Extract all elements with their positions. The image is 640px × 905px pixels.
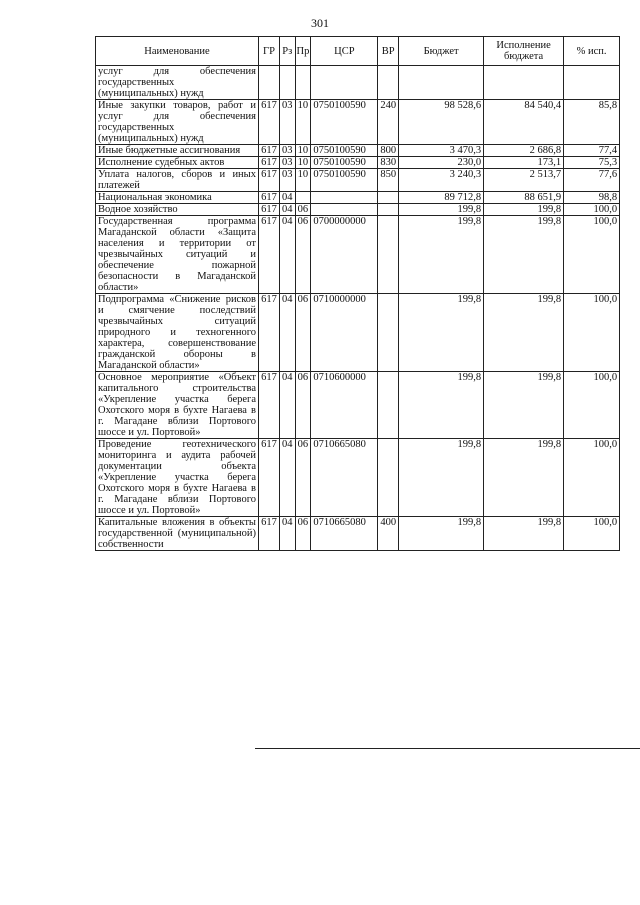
row-csr: 0710600000 <box>311 372 378 439</box>
row-pct: 100,0 <box>564 294 620 372</box>
row-name: Иные бюджетные ассигнования <box>96 145 259 157</box>
row-rz: 03 <box>280 169 296 192</box>
row-gr: 617 <box>259 372 280 439</box>
row-pct: 100,0 <box>564 439 620 517</box>
table-row <box>96 372 620 439</box>
row-pr: 06 <box>295 294 311 372</box>
row-pr: 06 <box>295 372 311 439</box>
row-rz: 04 <box>280 216 296 294</box>
row-name: Национальная экономика <box>96 192 259 204</box>
row-pr: 06 <box>295 439 311 517</box>
row-vr <box>378 204 399 216</box>
row-vr <box>378 216 399 294</box>
row-pr <box>295 66 311 100</box>
row-budget: 3 240,3 <box>399 169 484 192</box>
row-vr: 800 <box>378 145 399 157</box>
row-budget: 3 470,3 <box>399 145 484 157</box>
header-pct: % исп. <box>564 37 620 66</box>
table-body <box>96 66 620 551</box>
row-budget: 89 712,8 <box>399 192 484 204</box>
row-gr: 617 <box>259 100 280 145</box>
header-name: Наименование <box>96 37 259 66</box>
row-name: Государственная программа Магаданской области «Защита населения и территории от чрезвычайных ситуаций и обеспечение пожарной безопасности в Магаданской области» <box>96 216 259 294</box>
row-pct: 85,8 <box>564 100 620 145</box>
row-vr: 850 <box>378 169 399 192</box>
budget-table <box>95 36 620 551</box>
row-execution: 84 540,4 <box>484 100 564 145</box>
row-pr: 06 <box>295 216 311 294</box>
row-name: Водное хозяйство <box>96 204 259 216</box>
row-name: Исполнение судебных актов <box>96 157 259 169</box>
row-rz: 03 <box>280 100 296 145</box>
row-pr: 06 <box>295 204 311 216</box>
row-pr: 10 <box>295 145 311 157</box>
table-row <box>96 439 620 517</box>
table-row <box>96 66 620 100</box>
row-gr: 617 <box>259 169 280 192</box>
row-budget: 199,8 <box>399 294 484 372</box>
row-csr: 0750100590 <box>311 145 378 157</box>
row-csr: 0710665080 <box>311 439 378 517</box>
row-gr: 617 <box>259 439 280 517</box>
row-execution: 2 513,7 <box>484 169 564 192</box>
row-pct: 75,3 <box>564 157 620 169</box>
row-pct: 100,0 <box>564 372 620 439</box>
row-gr: 617 <box>259 517 280 551</box>
table-row <box>96 204 620 216</box>
row-csr: 0750100590 <box>311 157 378 169</box>
row-pct: 100,0 <box>564 216 620 294</box>
row-execution: 2 686,8 <box>484 145 564 157</box>
header-vr: ВР <box>378 37 399 66</box>
row-csr: 0750100590 <box>311 169 378 192</box>
header-execution: Исполнение бюджета <box>484 37 564 66</box>
row-name: Подпрограмма «Снижение рисков и смягчение последствий чрезвычайных ситуаций природного и техногенного характера, совершенствование гражданской обороны в Магаданской области» <box>96 294 259 372</box>
row-pr: 10 <box>295 100 311 145</box>
row-rz: 04 <box>280 204 296 216</box>
row-budget: 98 528,6 <box>399 100 484 145</box>
header-row <box>96 37 620 66</box>
row-name: услуг для обеспечения государственных (муниципальных) нужд <box>96 66 259 100</box>
page-number: 301 <box>311 16 329 30</box>
table-row <box>96 145 620 157</box>
row-vr: 240 <box>378 100 399 145</box>
row-rz: 04 <box>280 517 296 551</box>
row-budget: 199,8 <box>399 439 484 517</box>
row-pct: 77,4 <box>564 145 620 157</box>
row-rz: 04 <box>280 192 296 204</box>
header-gr: ГР <box>259 37 280 66</box>
row-csr: 0700000000 <box>311 216 378 294</box>
row-vr <box>378 192 399 204</box>
row-gr: 617 <box>259 145 280 157</box>
row-execution: 199,8 <box>484 517 564 551</box>
row-execution: 199,8 <box>484 216 564 294</box>
row-gr <box>259 66 280 100</box>
row-csr: 0710665080 <box>311 517 378 551</box>
row-pct <box>564 66 620 100</box>
row-vr <box>378 372 399 439</box>
header-budget: Бюджет <box>399 37 484 66</box>
row-name: Уплата налогов, сборов и иных платежей <box>96 169 259 192</box>
table-row <box>96 157 620 169</box>
row-name: Основное мероприятие «Объект капитального строительства «Укрепление участка берега Охотского моря в бухте Нагаева в г. Магадане вблизи Портового шоссе и ул. Портовой» <box>96 372 259 439</box>
row-gr: 617 <box>259 192 280 204</box>
row-vr <box>378 66 399 100</box>
row-vr <box>378 294 399 372</box>
row-gr: 617 <box>259 157 280 169</box>
row-execution <box>484 66 564 100</box>
row-pr: 10 <box>295 157 311 169</box>
row-budget: 199,8 <box>399 204 484 216</box>
row-gr: 617 <box>259 216 280 294</box>
row-pct: 100,0 <box>564 204 620 216</box>
row-pr: 10 <box>295 169 311 192</box>
row-rz: 03 <box>280 157 296 169</box>
row-budget: 199,8 <box>399 517 484 551</box>
row-pr: 06 <box>295 517 311 551</box>
row-execution: 199,8 <box>484 204 564 216</box>
table-row <box>96 169 620 192</box>
row-name: Проведение геотехнического мониторинга и аудита рабочей документации объекта «Укрепление участка берега Охотского моря в бухте Нагаева в г. Магадане вблизи Портового шоссе и ул. Портовой» <box>96 439 259 517</box>
table-header <box>96 37 620 66</box>
row-rz: 03 <box>280 145 296 157</box>
footer-rule <box>255 748 640 749</box>
row-vr: 400 <box>378 517 399 551</box>
row-csr <box>311 192 378 204</box>
row-execution: 88 651,9 <box>484 192 564 204</box>
header-csr: ЦСР <box>311 37 378 66</box>
row-csr: 0710000000 <box>311 294 378 372</box>
row-rz: 04 <box>280 372 296 439</box>
row-gr: 617 <box>259 294 280 372</box>
row-execution: 199,8 <box>484 372 564 439</box>
row-rz: 04 <box>280 439 296 517</box>
row-budget: 199,8 <box>399 372 484 439</box>
row-name: Капитальные вложения в объекты государственной (муниципальной) собственности <box>96 517 259 551</box>
row-execution: 199,8 <box>484 439 564 517</box>
row-pct: 98,8 <box>564 192 620 204</box>
row-budget <box>399 66 484 100</box>
header-pr: Пр <box>295 37 311 66</box>
row-csr <box>311 204 378 216</box>
table-row <box>96 216 620 294</box>
row-execution: 173,1 <box>484 157 564 169</box>
table-row <box>96 294 620 372</box>
row-pr <box>295 192 311 204</box>
row-name: Иные закупки товаров, работ и услуг для обеспечения государственных (муниципальных) нужд <box>96 100 259 145</box>
row-execution: 199,8 <box>484 294 564 372</box>
row-vr: 830 <box>378 157 399 169</box>
row-rz <box>280 66 296 100</box>
row-gr: 617 <box>259 204 280 216</box>
row-budget: 230,0 <box>399 157 484 169</box>
row-vr <box>378 439 399 517</box>
header-rz: Рз <box>280 37 296 66</box>
row-pct: 77,6 <box>564 169 620 192</box>
row-budget: 199,8 <box>399 216 484 294</box>
row-rz: 04 <box>280 294 296 372</box>
row-csr: 0750100590 <box>311 100 378 145</box>
table-row <box>96 192 620 204</box>
row-csr <box>311 66 378 100</box>
table-row <box>96 100 620 145</box>
table-row <box>96 517 620 551</box>
row-pct: 100,0 <box>564 517 620 551</box>
